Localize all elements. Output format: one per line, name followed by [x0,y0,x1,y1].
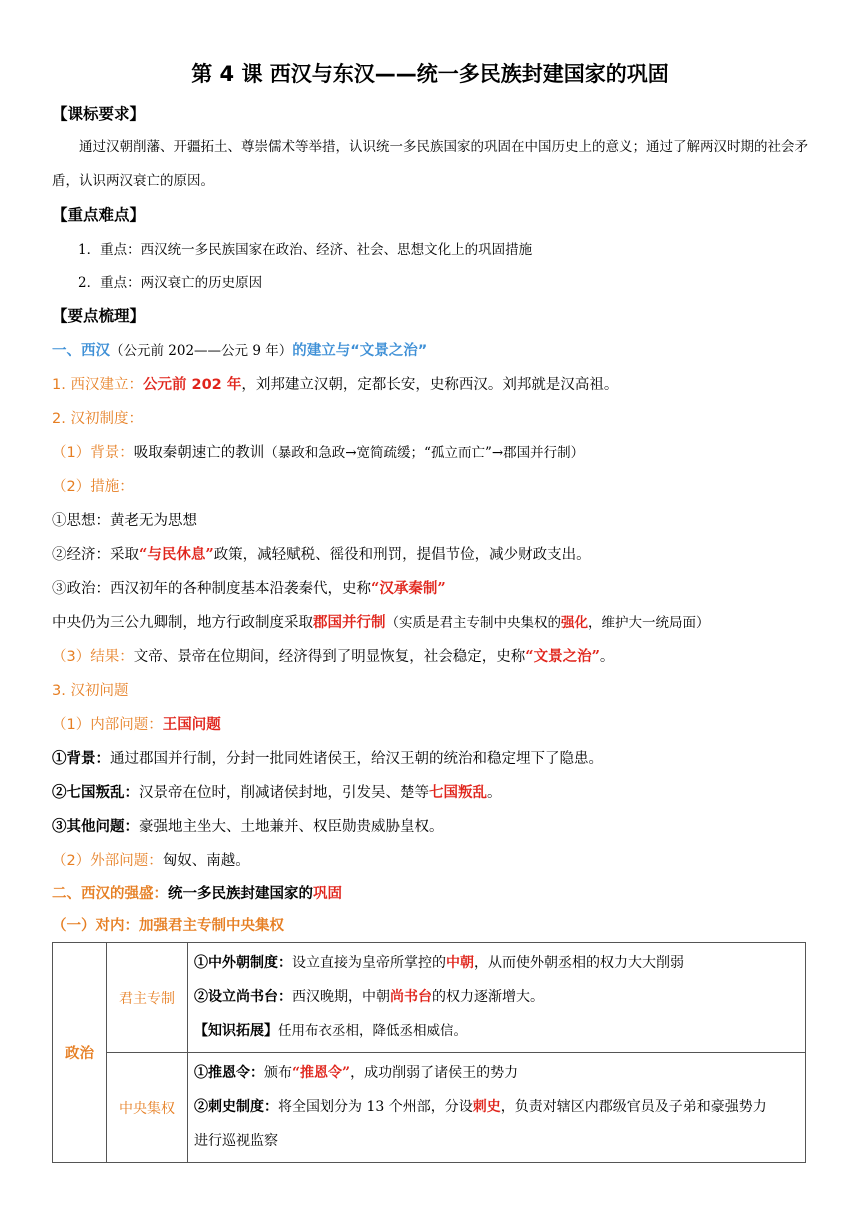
result-label: （3）结果： [52,649,134,665]
problem-rebellion-post: 。 [487,785,502,801]
cishi-line [194,1090,801,1124]
central-note-1: （实质是君主专制中央集权的 [385,615,561,631]
s1-founding-text: ，刘邦建立汉朝，定都长安，史称西汉。刘邦就是汉高祖。 [241,377,619,393]
knowledge-extension-line [194,1014,801,1048]
problem-rebellion-highlight: 七国叛乱 [429,784,487,801]
centralization-content [188,1053,806,1163]
measure-politics-label: ③政治： [52,581,110,597]
external-problem-text: 匈奴、南越。 [162,853,250,869]
central-note-2: ，维护大一统局面） [588,615,710,631]
knowledge-extension-text: 任用布衣丞相，降低丞相威信。 [278,1023,467,1039]
inner-court-highlight: 中朝 [446,955,474,971]
curriculum-text: 通过汉朝削藩、开疆拓土、尊崇儒术等举措，认识统一多民族国家的巩固在中国历史上的意义；通过了解两汉时期的社会矛盾，认识两汉衰亡的原因。 [52,139,808,189]
measure-politics-pre: 西汉初年的各种制度基本沿袭秦代，史称 [110,581,371,597]
measure-politics [52,579,820,599]
internal-problem [52,715,820,735]
measure-thought-label: ①思想： [52,513,110,529]
problem-background [52,749,820,769]
table-row [53,1053,806,1163]
cishi-label: ②刺史制度： [194,1099,278,1115]
section-1-number: 一、西汉 [52,343,110,359]
tuienling-label: ①推恩令： [194,1065,264,1081]
s1-founding [52,375,820,395]
s1-founding-date: 公元前 202 年 [142,377,242,393]
centralization-cell: 中央集权 [107,1053,188,1163]
politics-table [52,942,806,1163]
inner-outer-court-label: ①中外朝制度： [194,955,292,971]
measures-label: （2）措施： [52,479,134,495]
tuienling-pre: 颁布 [264,1065,292,1081]
section-2-highlight: 巩固 [313,886,342,902]
shangshutai-label: ②设立尚书台： [194,989,292,1005]
outline-heading: 【要点梳理】 [52,307,146,325]
problem-other [52,817,820,837]
problem-rebellion [52,783,820,803]
curriculum-heading: 【课标要求】 [52,105,146,123]
section-2-pre: 统一多民族封建国家的 [168,886,313,902]
tuienling-post: ，成功削弱了诸侯王的势力 [350,1065,519,1081]
central-highlight: 郡国并行制 [313,614,386,631]
measure-thought-text: 黄老无为思想 [110,513,197,529]
inner-outer-court-line [194,946,801,980]
problem-background-text: 通过郡国并行制，分封一批同姓诸侯王，给汉王朝的统治和稳定埋下了隐患。 [110,751,603,767]
key-point-2: 2．重点：两汉衰亡的历史原因 [78,275,263,291]
external-problem [52,851,820,871]
internal-problem-highlight: 王国问题 [162,717,221,733]
problem-other-label: ③其他问题： [52,818,139,835]
monarchy-content [188,943,806,1053]
measure-economy [52,545,820,565]
s1-early-problems: 3. 汉初问题 [52,683,129,699]
shangshutai-pre: 西汉晚期，中朝 [292,989,390,1005]
background-note: （暴政和急政→宽简疏缓；“孤立而亡”→郡国并行制） [264,445,585,461]
problem-rebellion-pre: 汉景帝在位时，削减诸侯封地，引发吴、楚等 [139,785,429,801]
cishi-pre: 将全国划分为 13 个州部，分设 [278,1099,473,1115]
s1-founding-label: 1. 西汉建立： [52,377,143,393]
key-points-heading: 【重点难点】 [52,206,146,224]
tuienling-highlight: “推恩令” [292,1065,351,1081]
result-line [52,647,820,667]
monarchy-cell: 君主专制 [107,943,188,1053]
measure-economy-post: 政策，减轻赋税、徭役和刑罚，提倡节俭，减少财政支出。 [213,547,591,563]
background-line [52,443,820,463]
external-problem-label: （2）外部问题： [52,853,163,869]
shangshutai-post: 的权力逐渐增大。 [432,989,544,1005]
section-2-subheading: （一）对内：加强君主专制中央集权 [52,918,284,934]
section-1-heading [52,341,820,361]
problem-background-label: ①背景： [52,750,110,767]
s1-early-system: 2. 汉初制度： [52,411,143,427]
shangshutai-line [194,980,801,1014]
measure-politics-highlight: “汉承秦制” [371,580,446,597]
measure-economy-pre: 采取 [110,547,139,563]
measure-economy-label: ②经济： [52,547,110,563]
table-row [53,943,806,1053]
central-pre: 中央仍为三公九卿制，地方行政制度采取 [52,615,313,631]
section-2-heading [52,884,820,904]
inner-outer-court-pre: 设立直接为皇帝所掌控的 [292,955,446,971]
key-point-1: 1．重点：西汉统一多民族国家在政治、经济、社会、思想文化上的巩固措施 [78,242,533,258]
knowledge-extension-label: 【知识拓展】 [194,1023,278,1039]
inner-outer-court-post: ，从而使外朝丞相的权力大大削弱 [474,955,684,971]
shangshutai-highlight: 尚书台 [390,989,432,1005]
measure-economy-highlight: “与民休息” [139,546,214,563]
politics-cell: 政治 [53,943,107,1163]
result-highlight: “文景之治” [525,648,600,665]
central-system [52,613,820,633]
cishi-highlight: 刺史 [472,1099,501,1115]
section-1-period: （公元前 202——公元 9 年） [110,343,293,359]
result-pre: 文帝、景帝在位期间，经济得到了明显恢复，社会稳定，史称 [133,649,526,665]
result-post: 。 [599,649,615,665]
internal-problem-label: （1）内部问题： [52,717,163,733]
page-title: 第 4 课 西汉与东汉——统一多民族封建国家的巩固 [191,62,669,86]
central-highlight-2: 强化 [561,615,588,631]
background-text: 吸取秦朝速亡的教训 [133,445,265,461]
tuienling-line [194,1056,801,1090]
section-1-rest: 的建立与“文景之治” [292,343,428,359]
problem-other-text: 豪强地主坐大、土地兼并、权臣勋贵威胁皇权。 [139,819,444,835]
cishi-continuation: 进行巡视监察 [194,1133,278,1149]
background-label: （1）背景： [52,445,134,461]
section-2-label: 二、西汉的强盛： [52,886,168,902]
problem-rebellion-label: ②七国叛乱： [52,784,139,801]
cishi-post: ，负责对辖区内郡级官员及子弟和豪强势力 [500,1099,767,1115]
measure-thought [52,511,820,531]
